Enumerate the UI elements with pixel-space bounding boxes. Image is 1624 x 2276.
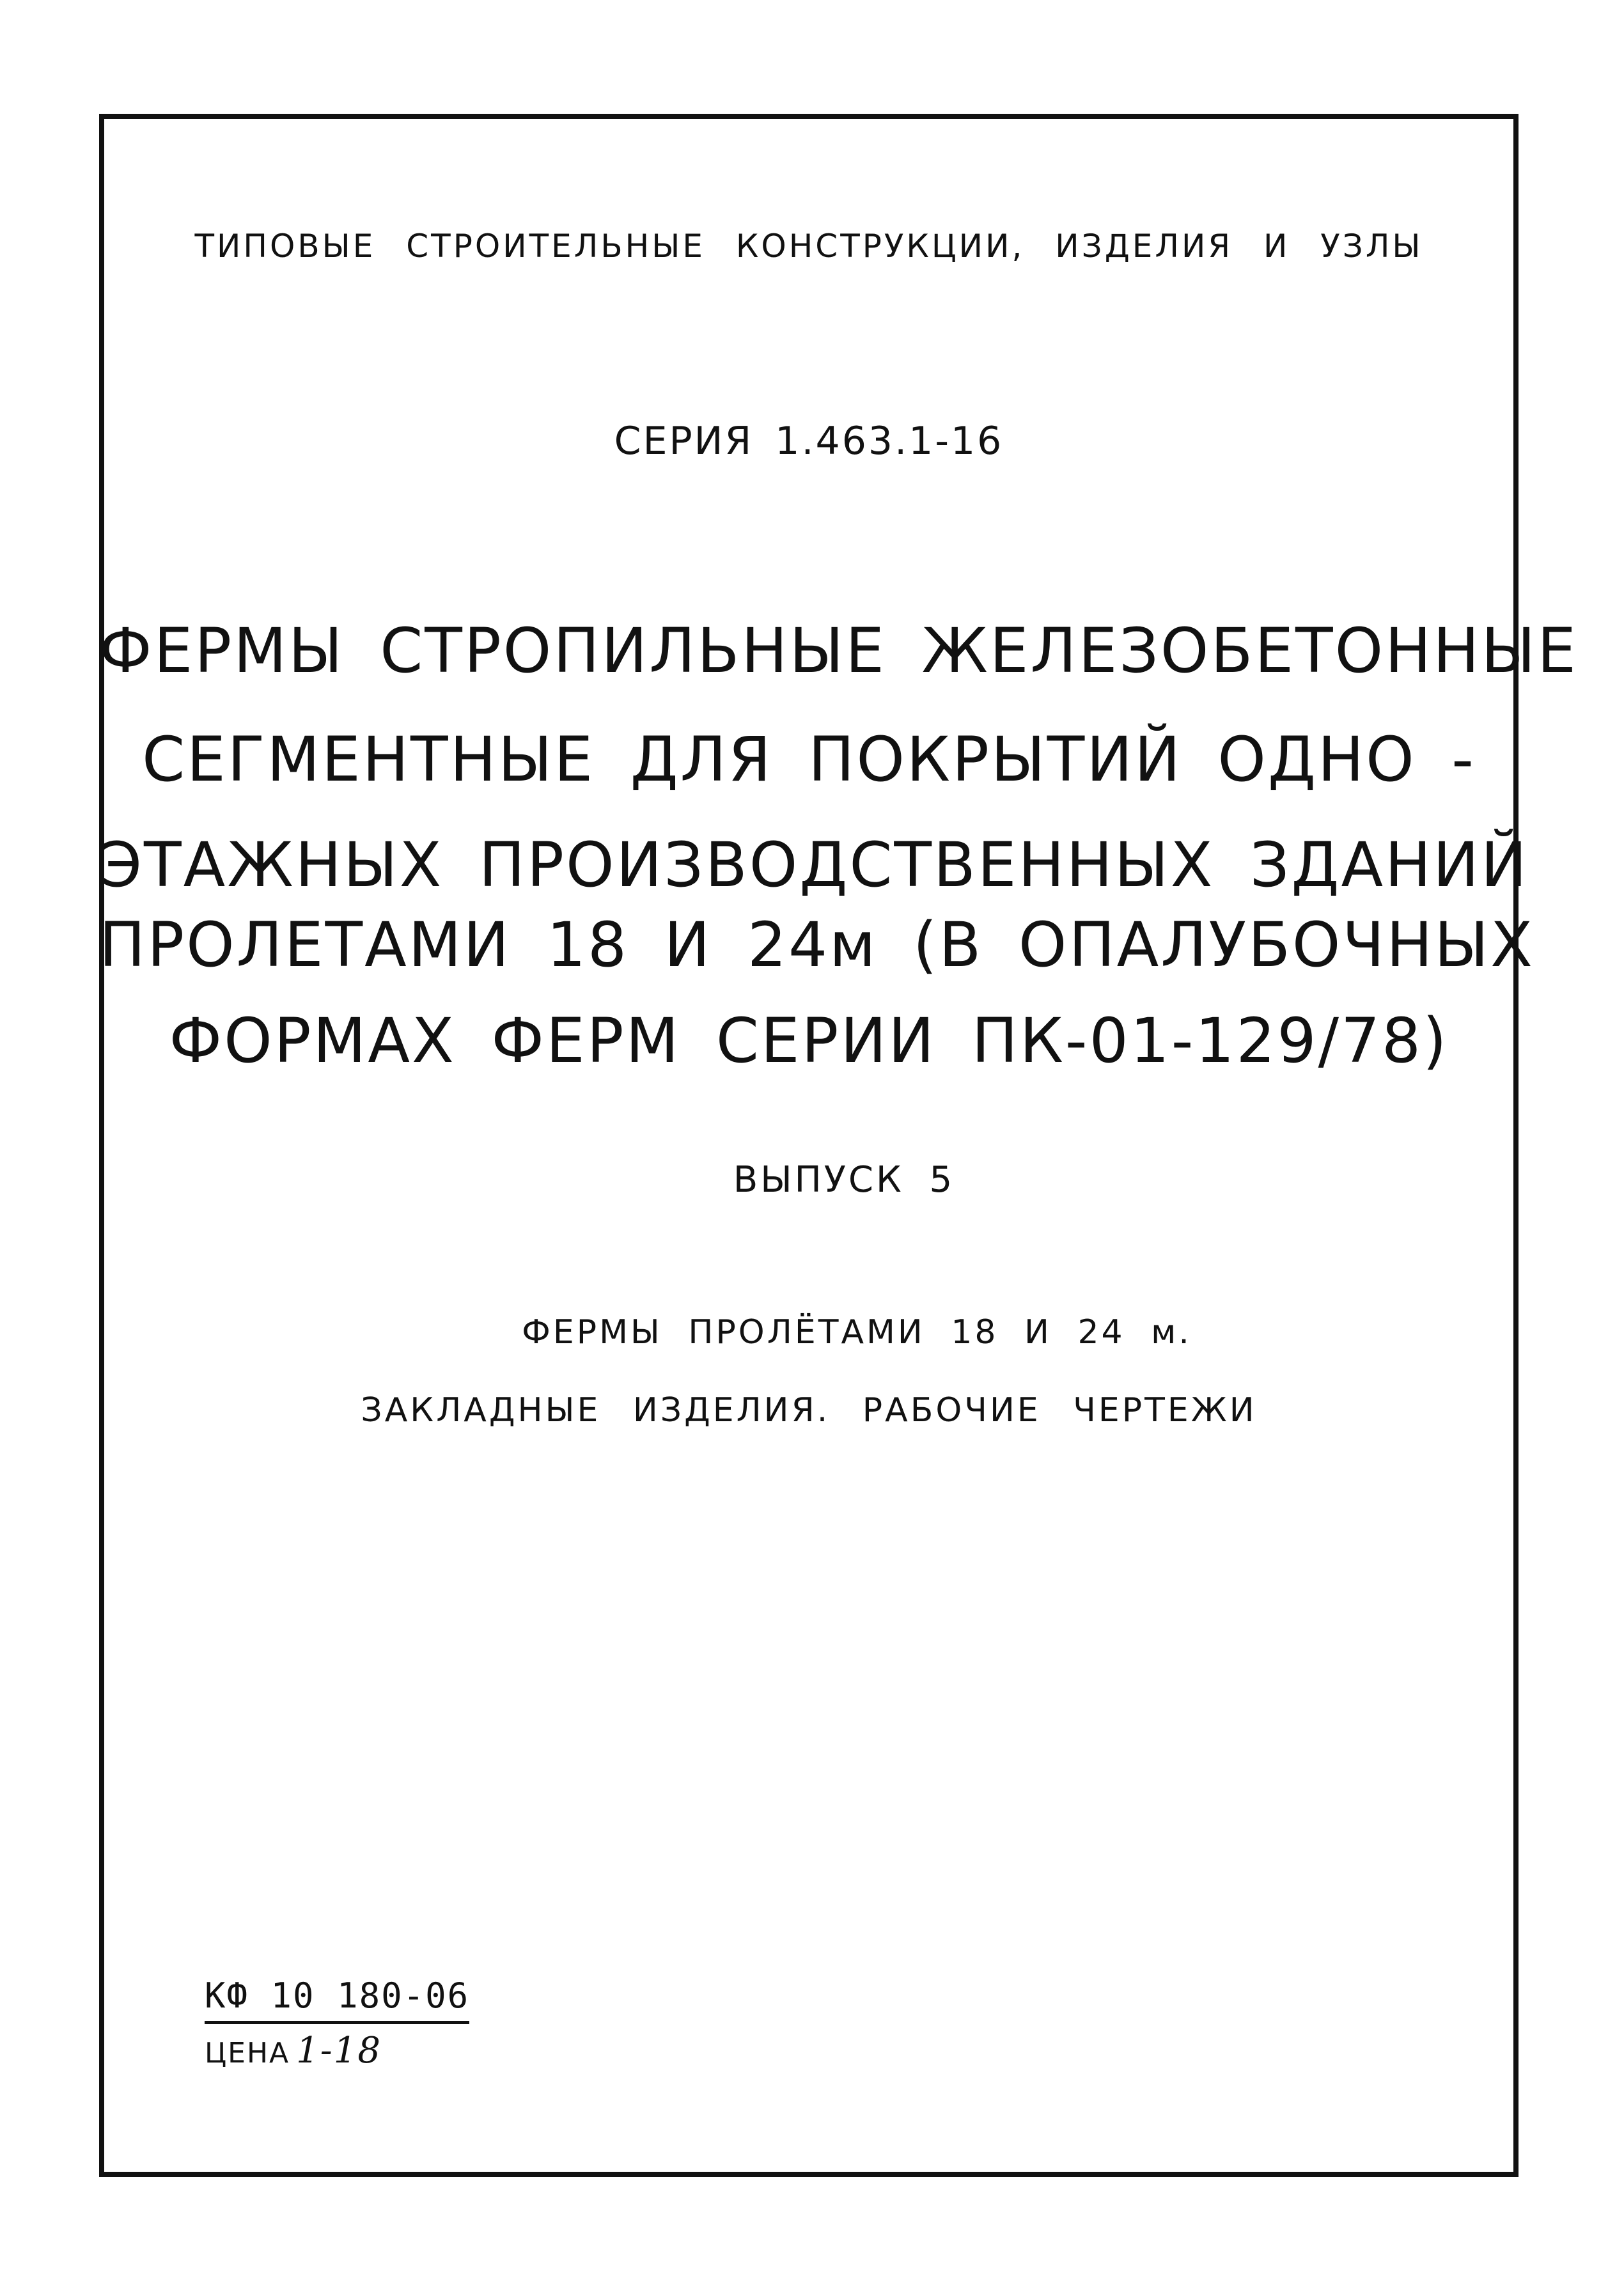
catalog-stamp — [205, 1976, 480, 2071]
title-line-1: ФЕРМЫ СТРОПИЛЬНЫЕ ЖЕЛЕЗОБЕТОННЫЕ — [99, 615, 1578, 687]
price-label: ЦЕНА — [205, 2037, 290, 2069]
series-number: СЕРИЯ 1.463.1-16 — [614, 419, 1004, 464]
subtitle-line-2: ЗАКЛАДНЫЕ ИЗДЕЛИЯ. РАБОЧИЕ ЧЕРТЕЖИ — [361, 1391, 1257, 1430]
price-value: 1-18 — [296, 2030, 382, 2071]
title-line-2: СЕГМЕНТНЫЕ ДЛЯ ПОКРЫТИЙ ОДНО - — [142, 724, 1476, 795]
title-line-3: ЭТАЖНЫХ ПРОИЗВОДСТВЕННЫХ ЗДАНИЙ — [99, 829, 1529, 901]
title-line-5: ФОРМАХ ФЕРМ СЕРИИ ПК-01-129/78) — [169, 1005, 1449, 1077]
subtitle-line-1: ФЕРМЫ ПРОЛЁТАМИ 18 И 24 м. — [522, 1313, 1192, 1352]
document-header: ТИПОВЫЕ СТРОИТЕЛЬНЫЕ КОНСТРУКЦИИ, ИЗДЕЛИЯ И УЗЛЫ — [194, 228, 1423, 265]
title-line-4: ПРОЛЕТАМИ 18 И 24м (В ОПАЛУБОЧНЫХ — [99, 909, 1534, 981]
issue-number: ВЫПУСК 5 — [733, 1159, 955, 1201]
price-line — [205, 2030, 480, 2071]
catalog-code: КФ 10 180-06 — [205, 1979, 469, 2024]
